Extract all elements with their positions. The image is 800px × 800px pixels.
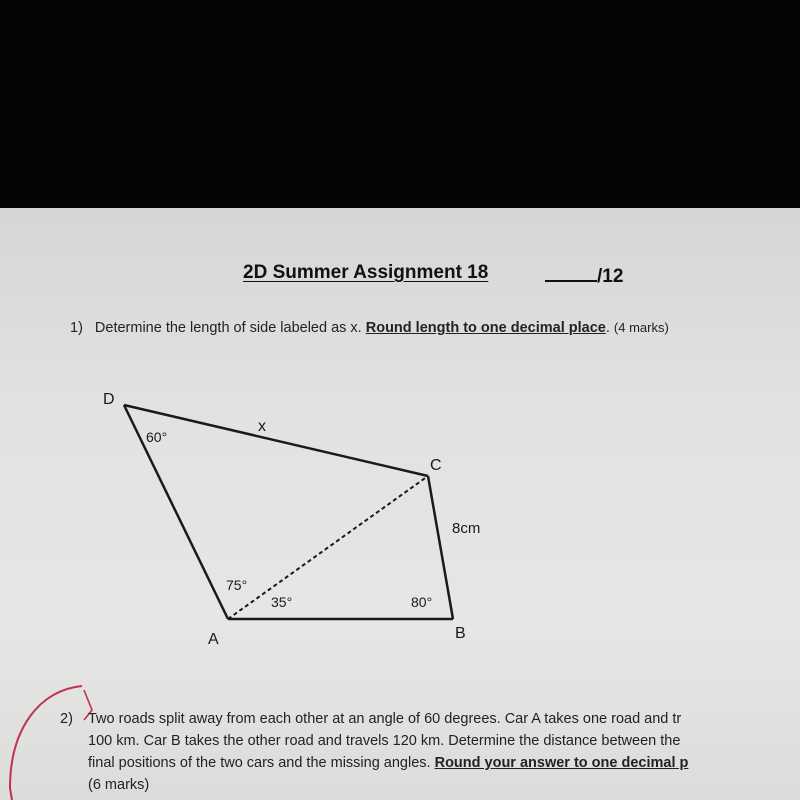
vertex-label-a: A [208, 631, 219, 648]
question-1-text: Determine the length of side labeled as x. [94, 320, 362, 336]
score-total: /12 [597, 266, 624, 287]
question-2-line-2-text: 100 km. Car B takes the other road and travels 120 km. Determine the distance between the [88, 733, 681, 749]
side-label-bc: 8cm [452, 520, 481, 537]
angle-label-a-upper: 75° [226, 577, 248, 593]
question-2-line-3-emphasis: Round your answer to one decimal p [434, 755, 689, 771]
vertex-label-d: D [103, 391, 115, 408]
vertex-label-b: B [455, 625, 466, 642]
question-2-line-3 [60, 752, 688, 774]
angle-label-d: 60° [146, 429, 168, 445]
question-2-line-1-text: Two roads split away from each other at an angle of 60 degrees. Car A takes one road and tr [88, 711, 682, 727]
question-2 [60, 708, 688, 796]
question-1-period: . [605, 320, 610, 336]
angle-label-a-lower: 35° [271, 594, 293, 610]
worksheet-page [0, 208, 800, 800]
question-2-number: 2) [60, 711, 73, 727]
angle-label-b: 80° [411, 594, 433, 610]
question-2-line-4 [60, 774, 688, 796]
diagonal-ac [228, 476, 428, 619]
side-label-x: x [258, 418, 266, 435]
question-1-number: 1) [70, 320, 83, 336]
dark-background [0, 0, 800, 208]
side-ad [124, 405, 228, 619]
side-dc [124, 405, 428, 476]
question-2-marks: (6 marks) [88, 777, 150, 793]
question-1-marks: (4 marks) [613, 320, 669, 335]
question-2-line-3-text: final positions of the two cars and the missing angles. [88, 755, 431, 771]
assignment-title: 2D Summer Assignment 18 [243, 262, 489, 283]
question-2-line-2 [60, 730, 688, 752]
question-1-emphasis: Round length to one decimal place [365, 320, 606, 336]
vertex-label-c: C [430, 457, 442, 474]
question-2-line-1 [60, 708, 688, 730]
